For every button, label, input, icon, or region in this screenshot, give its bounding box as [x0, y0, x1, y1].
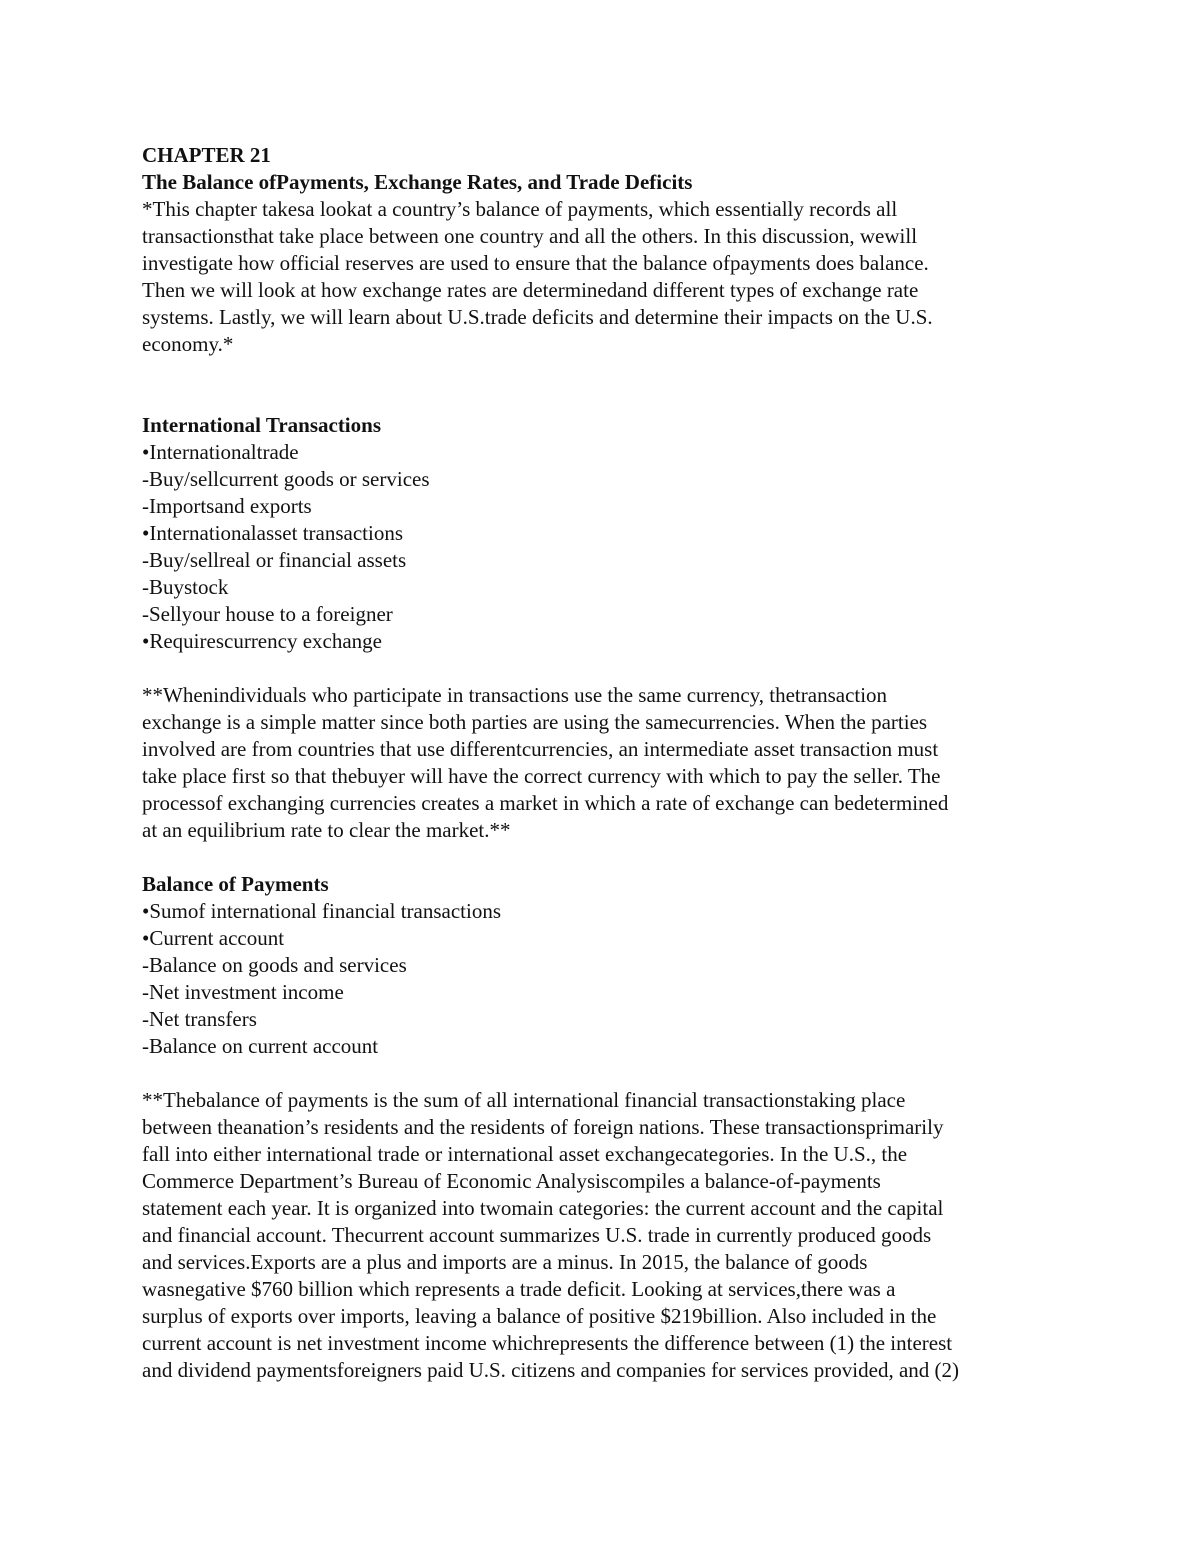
international-transactions-list — [142, 439, 1072, 655]
paragraph-line: involved are from countries that use differentcurrencies, an intermediate asset transaction must — [142, 737, 939, 761]
intro-line: investigate how official reserves are used to ensure that the balance ofpayments does balance. — [142, 251, 929, 275]
paragraph-line: processof exchanging currencies creates a market in which a rate of exchange can bedetermined — [142, 791, 949, 815]
list-item: -Balance on current account — [142, 1034, 379, 1058]
section-heading-balance-of-payments: Balance of Payments — [142, 872, 329, 896]
paragraph-line: and financial account. Thecurrent account summarizes U.S. trade in currently produced goods — [142, 1223, 932, 1247]
intro-line: transactionsthat take place between one country and all the others. In this discussion, wewill — [142, 224, 918, 248]
list-item: •Internationaltrade — [142, 440, 299, 464]
list-item: -Net investment income — [142, 980, 344, 1004]
paragraph-line: current account is net investment income whichrepresents the difference between (1) the interest — [142, 1331, 953, 1355]
paragraph-line: and dividend paymentsforeigners paid U.S. citizens and companies for services provided, and (2) — [142, 1358, 960, 1382]
intro-line: systems. Lastly, we will learn about U.S.trade deficits and determine their impacts on the U.S. — [142, 305, 933, 329]
intro-paragraph — [142, 196, 1072, 358]
list-item: -Importsand exports — [142, 494, 312, 518]
list-item: •Requirescurrency exchange — [142, 629, 382, 653]
list-item: -Buy/sellreal or financial assets — [142, 548, 407, 572]
spacer — [142, 1060, 1072, 1087]
list-item: -Balance on goods and services — [142, 953, 407, 977]
list-item: -Buystock — [142, 575, 229, 599]
paragraph-line: Commerce Department’s Bureau of Economic Analysiscompiles a balance-of-payments — [142, 1169, 881, 1193]
spacer — [142, 358, 1072, 412]
paragraph-line: statement each year. It is organized into twomain categories: the current account and the capital — [142, 1196, 944, 1220]
spacer — [142, 655, 1072, 682]
document-page — [142, 142, 1072, 1384]
paragraph-line: surplus of exports over imports, leaving a balance of positive $219billion. Also included in the — [142, 1304, 937, 1328]
paragraph-line: at an equilibrium rate to clear the market.** — [142, 818, 511, 842]
chapter-number: CHAPTER 21 — [142, 143, 271, 167]
paragraph-line: take place first so that thebuyer will have the correct currency with which to pay the seller. The — [142, 764, 941, 788]
spacer — [142, 844, 1072, 871]
paragraph-line: exchange is a simple matter since both parties are using the samecurrencies. When the parties — [142, 710, 928, 734]
list-item: -Sellyour house to a foreigner — [142, 602, 393, 626]
paragraph-line: wasnegative $760 billion which represents a trade deficit. Looking at services,there was a — [142, 1277, 896, 1301]
balance-of-payments-paragraph — [142, 1087, 1072, 1384]
list-item: •Sumof international financial transactions — [142, 899, 501, 923]
paragraph-line: **Thebalance of payments is the sum of all international financial transactionstaking place — [142, 1088, 906, 1112]
paragraph-line: fall into either international trade or international asset exchangecategories. In the U.S., the — [142, 1142, 908, 1166]
list-item: -Net transfers — [142, 1007, 257, 1031]
paragraph-line: **Whenindividuals who participate in transactions use the same currency, thetransaction — [142, 683, 888, 707]
list-item: •Current account — [142, 926, 285, 950]
currency-exchange-paragraph — [142, 682, 1072, 844]
intro-line: *This chapter takesa lookat a country’s balance of payments, which essentially records all — [142, 197, 898, 221]
list-item: •Internationalasset transactions — [142, 521, 404, 545]
list-item: -Buy/sellcurrent goods or services — [142, 467, 430, 491]
balance-of-payments-list — [142, 898, 1072, 1060]
paragraph-line: and services.Exports are a plus and imports are a minus. In 2015, the balance of goods — [142, 1250, 868, 1274]
paragraph-line: between theanation’s residents and the residents of foreign nations. These transactionsprimarily — [142, 1115, 944, 1139]
intro-line: Then we will look at how exchange rates are determinedand different types of exchange rate — [142, 278, 919, 302]
section-heading-international-transactions: International Transactions — [142, 413, 381, 437]
intro-line: economy.* — [142, 332, 234, 356]
chapter-title: The Balance ofPayments, Exchange Rates, and Trade Deficits — [142, 170, 693, 194]
